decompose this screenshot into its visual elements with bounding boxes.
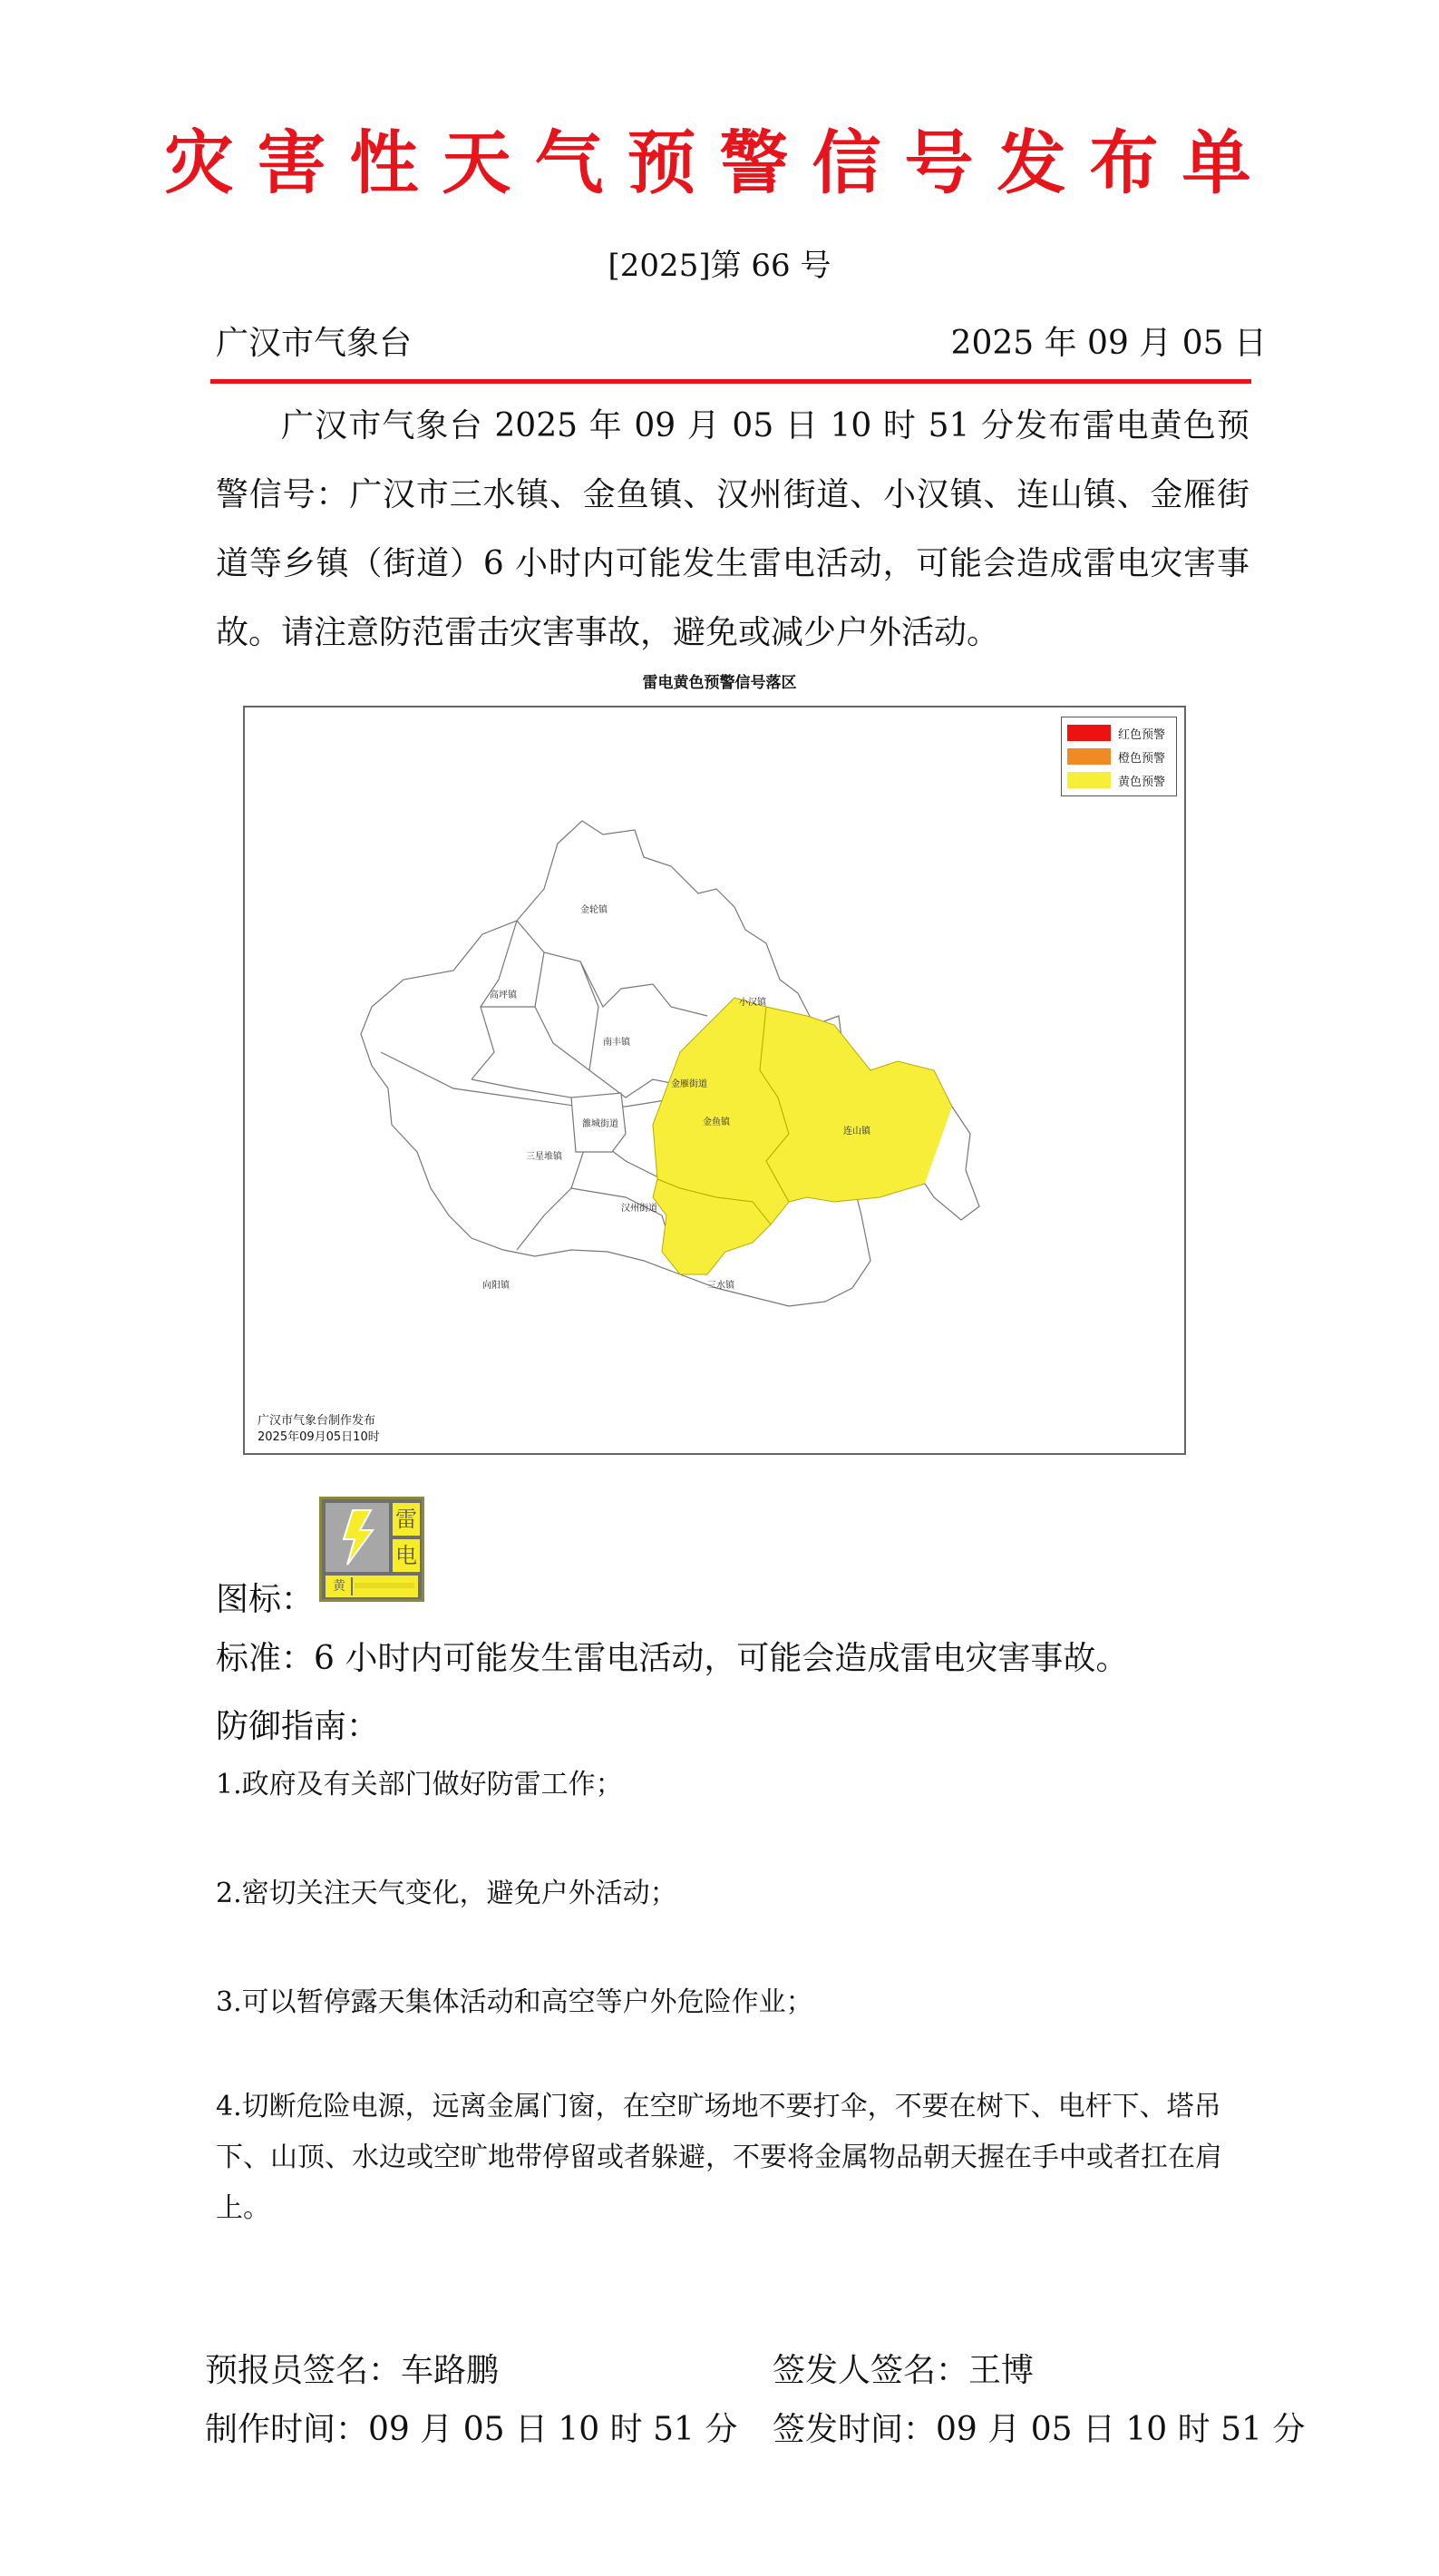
- legend-label-orange: 橙色预警: [1118, 751, 1166, 766]
- legend-label-yellow: 黄色预警: [1118, 775, 1166, 789]
- label-gaoping: 高坪镇: [490, 990, 517, 1000]
- label-xiaohan: 小汉镇: [739, 998, 766, 1008]
- guide-item-2: 2.密切关注天气变化，避免户外活动；: [216, 1878, 677, 1909]
- icon-char-dian: 电: [393, 1539, 420, 1572]
- forecaster-signature: 预报员签名：车路鹏: [205, 2352, 500, 2389]
- map-canvas: [245, 707, 1184, 1453]
- issue-time: 签发时间：09 月 05 日 10 时 51 分: [773, 2411, 1306, 2448]
- made-time: 制作时间：09 月 05 日 10 时 51 分: [205, 2411, 738, 2448]
- document-number: [2025]第 66 号: [608, 248, 831, 284]
- icon-bottom-stripe: [355, 1580, 414, 1593]
- label-lianshan: 连山镇: [843, 1127, 870, 1137]
- warning-map: [243, 706, 1186, 1455]
- label-xiangyang: 向阳镇: [482, 1281, 510, 1291]
- yellow-region-lianshan: [760, 1007, 952, 1202]
- icon-level-char: 黄: [327, 1577, 353, 1595]
- lightning-bolt-icon: [326, 1503, 389, 1572]
- issuer-signature: 签发人签名：王博: [773, 2352, 1035, 2389]
- label-luocheng: 雒城街道: [582, 1119, 618, 1129]
- guide-item-1: 1.政府及有关部门做好防雷工作；: [216, 1769, 623, 1800]
- legend-item-yellow: [1067, 770, 1165, 790]
- label-sanxingdui: 三星堆镇: [526, 1152, 562, 1162]
- map-title: 雷电黄色预警信号落区: [642, 674, 797, 692]
- map-credit: [258, 1413, 380, 1446]
- icon-char-lei: 雷: [393, 1503, 420, 1536]
- document-title: 灾害性天气预警信号发布单: [164, 122, 1275, 203]
- guide-item-4: 4.切断危险电源，远离金属门窗，在空旷场地不要打伞，不要在树下、电杆下、塔吊下、山顶、水边或空旷地带停留或者躲避，不要将金属物品朝天握在手中或者扛在肩上。: [216, 2091, 1222, 2224]
- label-hanzhou: 汉州街道: [621, 1204, 657, 1214]
- thunder-yellow-warning-icon: [319, 1497, 424, 1602]
- label-jinlun: 金轮镇: [580, 905, 608, 915]
- icon-stripe-decoration: [355, 1580, 414, 1591]
- legend-item-orange: [1067, 746, 1165, 766]
- icon-bottom-bar: [326, 1576, 418, 1597]
- label-jinyan: 金雁街道: [671, 1079, 707, 1089]
- warning-paragraph: 广汉市气象台 2025 年 09 月 05 日 10 时 51 分发布雷电黄色预警信号：广汉市三水镇、金鱼镇、汉州街道、小汉镇、连山镇、金雁街道等乡镇（街道）6 小时内可能发生雷电活动，可能会造成雷电灾害事故。请注意防范雷击灾害事故，避免或减少户外活动。: [216, 407, 1249, 651]
- label-nanfeng: 南丰镇: [603, 1038, 630, 1048]
- issuer-name: 广汉市气象台: [216, 325, 413, 362]
- legend-swatch-yellow: [1067, 772, 1111, 788]
- label-jinyu: 金鱼镇: [703, 1117, 730, 1127]
- guide-item-3: 3.可以暂停露天集体活动和高空等户外危险作业；: [216, 1986, 813, 2018]
- legend-swatch-red: [1067, 725, 1111, 741]
- bolt-panel: [326, 1503, 389, 1572]
- legend-swatch-orange: [1067, 748, 1111, 765]
- warning-standard: 标准：6 小时内可能发生雷电活动，可能会造成雷电灾害事故。: [216, 1640, 1129, 1677]
- map-credit-line2: 2025年09月05日10时: [258, 1430, 380, 1444]
- header-divider: [210, 379, 1251, 384]
- defense-guide-heading: 防御指南：: [216, 1708, 380, 1745]
- legend-item-red: [1067, 723, 1165, 743]
- legend-label-red: 红色预警: [1118, 727, 1166, 742]
- issue-date: 2025 年 09 月 05 日: [950, 325, 1267, 362]
- icon-label: 图标：: [216, 1581, 315, 1618]
- map-credit-line1: 广汉市气象台制作发布: [258, 1414, 376, 1428]
- label-sanshui: 三水镇: [707, 1281, 734, 1291]
- map-legend: [1061, 717, 1177, 796]
